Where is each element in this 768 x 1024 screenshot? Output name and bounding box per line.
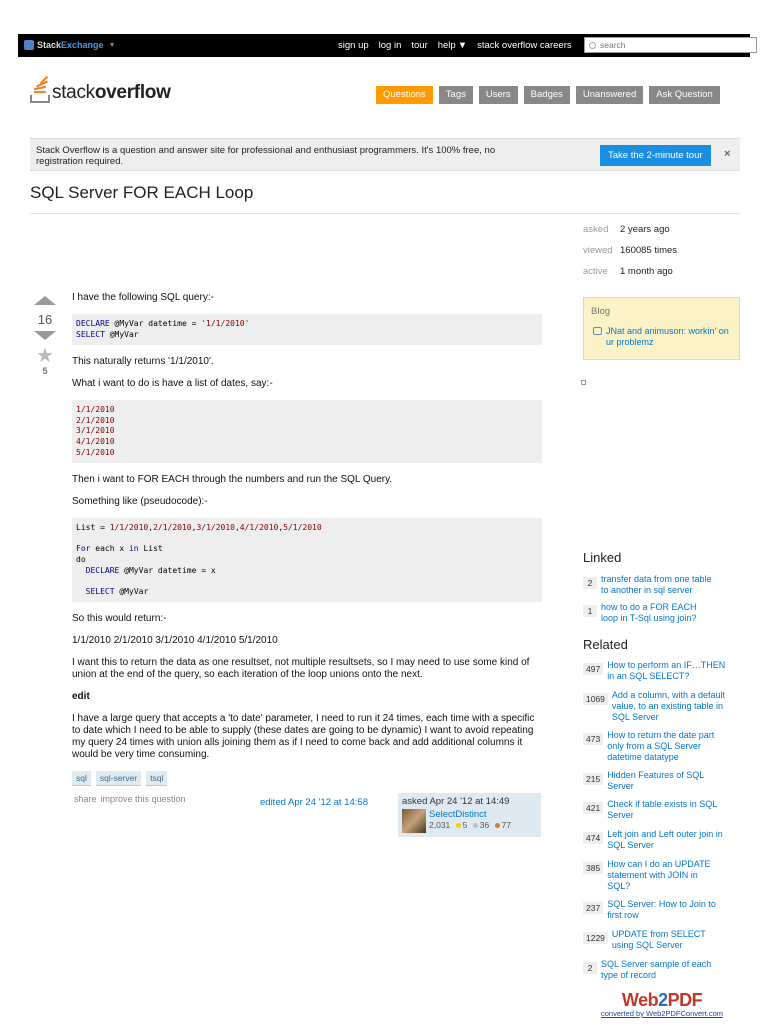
tag-sql[interactable]: sql <box>72 771 91 786</box>
signup-link[interactable]: sign up <box>338 40 369 51</box>
related-question-link[interactable]: SQL Server sample of each type of record <box>601 959 712 980</box>
blog-box <box>583 297 740 360</box>
share-link[interactable]: share <box>74 794 97 804</box>
owner-signature <box>398 793 541 837</box>
related-list <box>583 660 743 989</box>
top-bar <box>18 34 750 57</box>
reputation: 2,031 5 36 77 <box>429 820 512 830</box>
blog-item[interactable] <box>593 326 736 348</box>
related-question-link[interactable]: How to return the date part only from a SQL Server datetime datatype <box>607 730 715 762</box>
login-link[interactable]: log in <box>378 40 402 51</box>
score: 385 <box>583 862 603 874</box>
question-title[interactable]: SQL Server FOR EACH Loop <box>30 183 254 202</box>
linked-question-link[interactable]: how to do a FOR EACH loop in T-Sql using join? <box>601 602 697 623</box>
post-text: I want this to return the data as one resultset, not multiple resultsets, so I may need to use some kind of union at the end of the query, so each iteration of the loop unions onto the next. <box>72 657 530 681</box>
stackexchange-icon <box>24 40 34 50</box>
stat-label: viewed <box>583 245 613 256</box>
web2pdf-link[interactable]: converted by Web2PDFConvert.com <box>601 1009 723 1018</box>
stack-icon <box>30 76 50 103</box>
list-item <box>583 829 743 859</box>
list-item <box>583 929 743 959</box>
chat-bubble-icon <box>593 327 602 335</box>
edit-heading: edit <box>72 691 90 703</box>
web2pdf-logo: Web2PDF <box>621 990 703 1010</box>
post-menu <box>74 794 186 804</box>
upvote-icon[interactable] <box>34 296 56 305</box>
tag-tsql[interactable]: tsql <box>146 771 167 786</box>
banner-text: Stack Overflow is a question and answer site for professional and enthusiast programmers. It's 100% free, no registration required. <box>36 145 496 167</box>
stat-label: active <box>583 266 608 277</box>
chevron-down-icon: ▼ <box>457 40 468 51</box>
list-item <box>583 602 743 630</box>
web2pdf-watermark <box>600 990 724 1018</box>
nav-badges[interactable]: Badges <box>524 86 570 104</box>
post-text: Something like (pseudocode):- <box>72 496 208 508</box>
main-nav <box>376 86 720 104</box>
edited-link[interactable]: edited Apr 24 '12 at 14:58 <box>260 797 368 808</box>
tag-sql-server[interactable]: sql-server <box>96 771 141 786</box>
question-body <box>72 292 542 786</box>
viewed-value: 160085 times <box>620 245 678 256</box>
take-tour-button[interactable]: Take the 2-minute tour <box>600 145 711 166</box>
related-question-link[interactable]: Check if table exists in SQL Server <box>607 799 717 820</box>
related-question-link[interactable]: How to perform an IF…THEN in an SQL SELECT? <box>607 660 726 681</box>
related-question-link[interactable]: UPDATE from SELECT using SQL Server <box>611 929 706 950</box>
score: 497 <box>583 663 603 675</box>
related-question-link[interactable]: How can I do an UPDATE statement with JOIN in SQL? <box>607 859 711 891</box>
list-item <box>583 770 743 799</box>
link-count: 1 <box>583 605 597 617</box>
post-text: So this would return:- <box>72 613 167 625</box>
vote-cell <box>33 296 57 376</box>
post-text: This naturally returns '1/1/2010'. <box>72 356 214 368</box>
post-text: I have a large query that accepts a 'to date' parameter, I need to run it 24 times, each time with a specific to date which I need to be able to supply (these dates are going to be dynamic) I want to avoid repeating my query 24 times with union alls joining them as if I need to come back and add additional columns it would be very time consuming. <box>72 713 535 761</box>
nav-questions[interactable]: Questions <box>376 86 433 104</box>
list-item <box>583 859 743 899</box>
search-box[interactable] <box>584 37 757 53</box>
post-text: 1/1/2010 2/1/2010 3/1/2010 4/1/2010 5/1/2010 <box>72 635 278 647</box>
link-count: 2 <box>583 577 597 589</box>
post-text: What i want to do is have a list of dates, say:- <box>72 378 273 390</box>
post-text: I have the following SQL query:- <box>72 292 214 303</box>
active-value[interactable]: 1 month ago <box>620 266 673 277</box>
stat-label: asked <box>583 224 609 235</box>
silver-badge-icon <box>473 823 478 828</box>
chevron-down-icon: ▼ <box>108 41 116 49</box>
tour-link[interactable]: tour <box>411 40 428 51</box>
linked-list <box>583 574 743 630</box>
nav-unanswered[interactable]: Unanswered <box>576 86 643 104</box>
list-item <box>583 574 743 602</box>
divider <box>30 213 740 214</box>
asked-date: asked Apr 24 '12 at 14:49 <box>402 796 510 807</box>
related-question-link[interactable]: Hidden Features of SQL Server <box>607 770 704 791</box>
list-item <box>583 660 743 690</box>
search-input[interactable] <box>600 40 740 50</box>
code-block: 1/1/2010 2/1/2010 3/1/2010 4/1/2010 5/1/2010 <box>72 400 542 463</box>
tag-list <box>72 771 542 786</box>
blog-link[interactable]: JNat and animuson: workin' on ur problemz <box>606 326 729 347</box>
blog-heading: Blog <box>591 306 611 317</box>
nav-ask-question[interactable]: Ask Question <box>649 86 720 104</box>
score: 2 <box>583 962 597 974</box>
related-heading: Related <box>583 637 628 652</box>
linked-heading: Linked <box>583 550 622 565</box>
list-item <box>583 899 743 929</box>
nav-tags[interactable]: Tags <box>439 86 473 104</box>
question-stats <box>583 224 677 287</box>
asked-value: 2 years ago <box>620 224 670 235</box>
search-icon <box>589 42 596 49</box>
score: 237 <box>583 902 603 914</box>
downvote-icon[interactable] <box>34 331 56 340</box>
stackoverflow-logo[interactable]: stackoverflow <box>30 76 171 103</box>
score: 1069 <box>583 693 608 705</box>
close-icon[interactable]: × <box>724 148 731 160</box>
score: 473 <box>583 733 603 745</box>
gold-badge-icon <box>456 823 461 828</box>
list-item <box>583 799 743 829</box>
careers-link[interactable]: stack overflow careers <box>477 40 572 51</box>
favorite-count: 5 <box>42 366 48 376</box>
related-question-link[interactable]: SQL Server: How to Join to first row <box>607 899 716 920</box>
owner-name[interactable]: SelectDistinct <box>429 809 487 820</box>
score: 215 <box>583 773 603 785</box>
nav-users[interactable]: Users <box>479 86 518 104</box>
placeholder-icon <box>581 380 586 385</box>
score: 421 <box>583 802 603 814</box>
score: 474 <box>583 832 603 844</box>
bronze-badge-icon <box>495 823 500 828</box>
code-block: DECLARE @MyVar datetime = '1/1/2010' SELECT @MyVar <box>72 314 542 345</box>
help-menu[interactable]: help ▼ <box>437 40 468 51</box>
score: 1229 <box>583 932 608 944</box>
code-block: List = 1/1/2010,2/1/2010,3/1/2010,4/1/2010,5/1/2010 For each x in List do DECLARE @MyVar datetime = x SELECT @MyVar <box>72 518 542 602</box>
post-text: Then i want to FOR EACH through the numbers and run the SQL Query. <box>72 474 393 486</box>
favorite-star-icon[interactable]: ★ <box>36 345 54 367</box>
welcome-banner <box>30 138 740 171</box>
vote-count: 16 <box>37 312 53 327</box>
list-item <box>583 730 743 770</box>
related-question-link[interactable]: Add a column, with a default value, to an existing table in SQL Server <box>611 690 725 722</box>
top-links <box>338 40 572 51</box>
list-item <box>583 959 743 989</box>
avatar[interactable] <box>402 809 426 833</box>
list-item <box>583 690 743 730</box>
related-question-link[interactable]: Left join and Left outer join in SQL Server <box>607 829 723 850</box>
stackexchange-logo[interactable]: StackExchange ▼ <box>24 40 116 50</box>
improve-link[interactable]: improve this question <box>100 794 186 804</box>
linked-question-link[interactable]: transfer data from one table to another in sql server <box>601 574 712 595</box>
